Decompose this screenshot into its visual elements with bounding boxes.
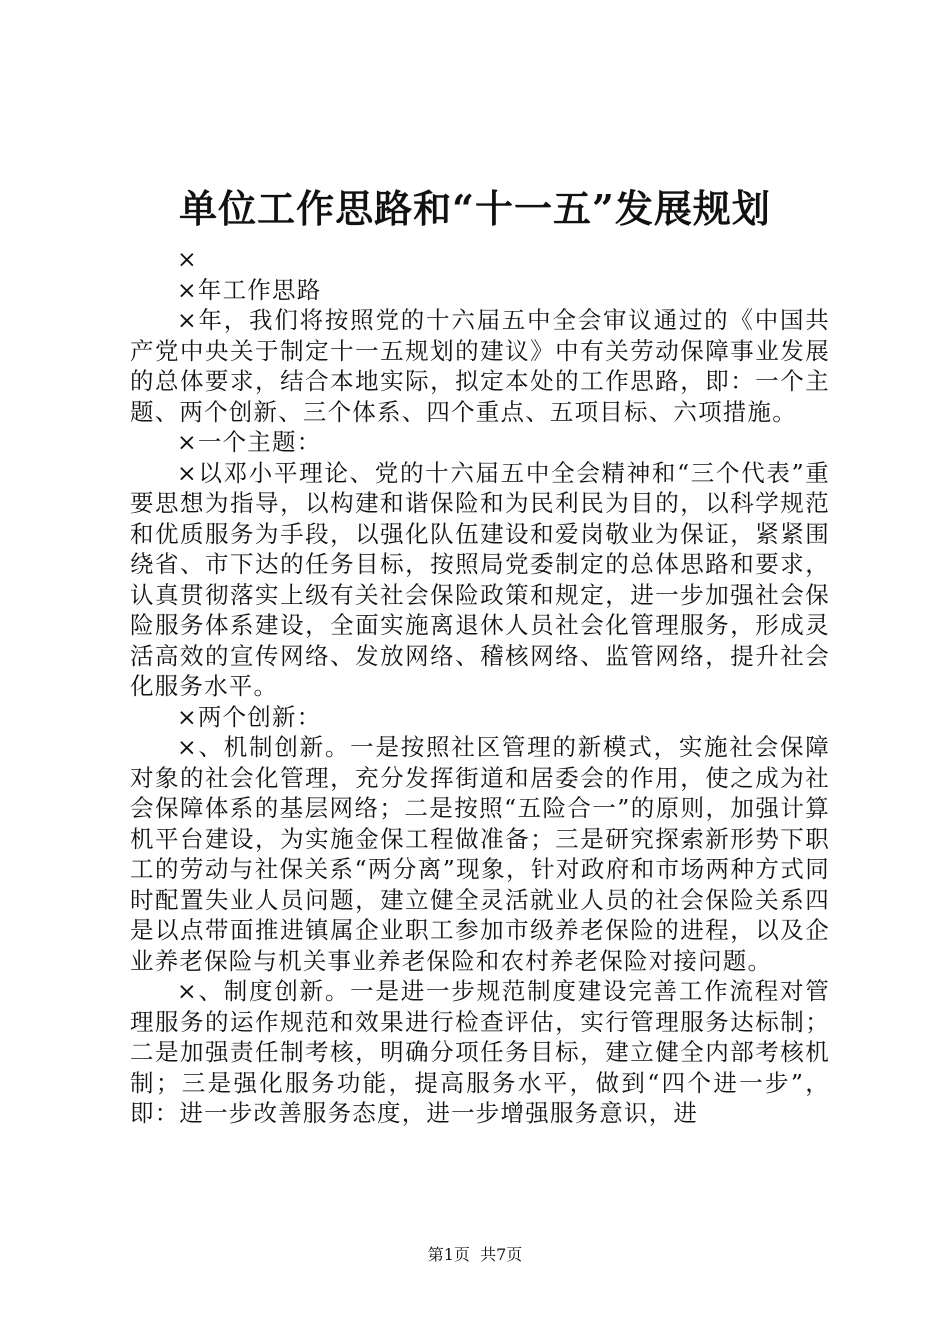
paragraph: ×一个主题： [177,428,322,456]
paragraph: ×年工作思路 [177,275,322,304]
paragraph: ×、制度创新。一是进一步规范制度建设完善工作流程对管理服务的运作规范和效果进行检查评估，实行管理服务达标制；二是加强责任制考核，明确分项任务目标，建立健全内部考核机制；三是强化服务功能，提高服务水平，做到“四个进一步”，即：进一步改善服务态度，进一步增强服务意识，进 [130,977,830,1127]
paragraph: ×年，我们将按照党的十六届五中全会审议通过的《中国共产党中央关于制定十一五规划的建议》中有关劳动保障事业发展的总体要求，结合本地实际，拟定本处的工作思路，即：一个主题、两个创新、三个体系、四个重点、五项目标、六项措施。 [130,306,830,426]
paragraph: ×以邓小平理论、党的十六届五中全会精神和“三个代表”重要思想为指导，以构建和谐保险和为民利民为目的，以科学规范和优质服务为手段，以强化队伍建设和爱岗敬业为保证，紧紧围绕省、市下达的任务目标，按照局党委制定的总体思路和要求，认真贯彻落实上级有关社会保险政策和规定，进一步加强社会保险服务体系建设，全面实施离退休人员社会化管理服务，形成灵活高效的宣传网络、发放网络、稽核网络、监管网络，提升社会化服务水平。 [130,458,830,700]
paragraph: × [177,245,198,273]
paragraph: ×、机制创新。一是按照社区管理的新模式，实施社会保障对象的社会化管理，充分发挥街道和居委会的作用，使之成为社会保障体系的基层网络；二是按照“五险合一”的原则，加强计算机平台建设，为实施金保工程做准备；三是研究探索新形势下职工的劳动与社保关系“两分离”现象，针对政府和市场两种方式同时配置失业人员问题，建立健全灵活就业人员的社会保险关系四是以点带面推进镇属企业职工参加市级养老保险的进程，以及企业养老保险与机关事业养老保险和农村养老保险对接问题。 [130,733,830,975]
page-number: 第1页 共7页 [427,1245,523,1264]
page-footer [0,1244,950,1266]
document-body [130,244,830,1129]
paragraph: ×两个创新： [177,702,322,731]
document-title: 单位工作思路和“十一五”发展规划 [179,186,771,231]
